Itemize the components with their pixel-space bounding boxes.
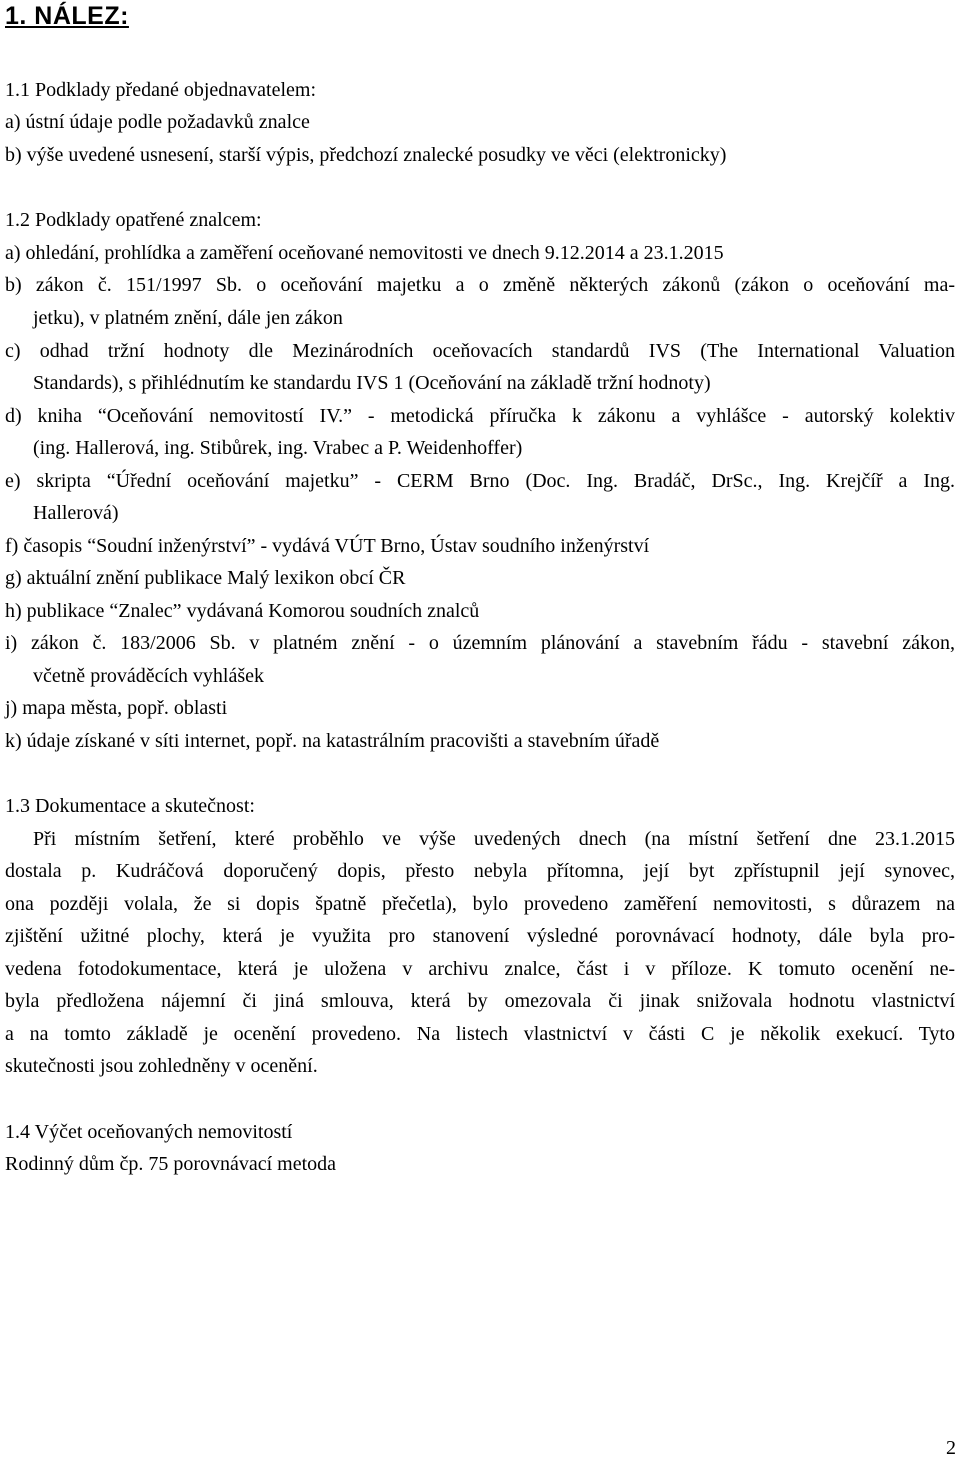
list-item: k) údaje získané v síti internet, popř. na katastrálním pracovišti a stavebním úřadě bbox=[5, 730, 660, 752]
paragraph-line: zjištění užitné plochy, která je využita pro stanovení výsledné porovnávací hodnoty, dále byla pro- bbox=[5, 925, 955, 947]
list-item-continuation: Standards), s přihlédnutím ke standardu IVS 1 (Oceňování na základě tržní hodnoty) bbox=[33, 372, 711, 394]
list-item: a) ohledání, prohlídka a zaměření oceňované nemovitosti ve dnech 9.12.2014 a 23.1.2015 bbox=[5, 242, 724, 264]
list-item: b) výše uvedené usnesení, starší výpis, předchozí znalecké posudky ve věci (elektronicky) bbox=[5, 144, 727, 166]
subsection-title-1-1: 1.1 Podklady předané objednavatelem: bbox=[5, 79, 317, 101]
list-item-continuation: (ing. Hallerová, ing. Stibůrek, ing. Vrabec a P. Weidenhoffer) bbox=[33, 437, 523, 459]
list-item-continuation: Hallerová) bbox=[33, 502, 119, 524]
list-item: c) odhad tržní hodnoty dle Mezinárodních oceňovacích standardů IVS (The International Valuation bbox=[5, 340, 955, 362]
paragraph-line: vedena fotodokumentace, která je uložena v archivu znalce, část i v příloze. K tomuto ocenění ne- bbox=[5, 958, 955, 980]
list-item: i) zákon č. 183/2006 Sb. v platném znění - o územním plánování a stavebním řádu - stavební zákon, bbox=[5, 632, 955, 654]
paragraph-line: skutečnosti jsou zohledněny v ocenění. bbox=[5, 1055, 318, 1077]
list-item: a) ústní údaje podle požadavků znalce bbox=[5, 111, 310, 133]
list-item: g) aktuální znění publikace Malý lexikon obcí ČR bbox=[5, 567, 406, 589]
list-item-continuation: jetku), v platném znění, dále jen zákon bbox=[33, 307, 343, 329]
paragraph-line: dostala p. Kudráčová doporučený dopis, přesto nebyla přítomna, její byt zpřístupnil její synovec, bbox=[5, 860, 955, 882]
subsection-title-1-3: 1.3 Dokumentace a skutečnost: bbox=[5, 795, 255, 817]
list-item: b) zákon č. 151/1997 Sb. o oceňování majetku a o změně některých zákonů (zákon o oceňování ma- bbox=[5, 274, 955, 296]
property-item: Rodinný dům čp. 75 porovnávací metoda bbox=[5, 1153, 337, 1175]
list-item: e) skripta “Úřední oceňování majetku” - CERM Brno (Doc. Ing. Bradáč, DrSc., Ing. Krejčíř a Ing. bbox=[5, 470, 955, 492]
list-item: f) časopis “Soudní inženýrství” - vydává VÚT Brno, Ústav soudního inženýrství bbox=[5, 535, 650, 557]
subsection-title-1-2: 1.2 Podklady opatřené znalcem: bbox=[5, 209, 262, 231]
list-item: j) mapa města, popř. oblasti bbox=[5, 697, 228, 719]
list-item: h) publikace “Znalec” vydávaná Komorou soudních znalců bbox=[5, 600, 480, 622]
subsection-title-1-4: 1.4 Výčet oceňovaných nemovitostí bbox=[5, 1121, 293, 1143]
page-number: 2 bbox=[946, 1437, 956, 1459]
paragraph-line: byla předložena nájemní či jiná smlouva, která by omezovala či jinak snižovala hodnotu vlastnictví bbox=[5, 990, 955, 1012]
list-item-continuation: včetně prováděcích vyhlášek bbox=[33, 665, 265, 687]
section-heading: 1. NÁLEZ: bbox=[5, 2, 129, 30]
paragraph-line: ona později volala, že si dopis špatně přečetla), bylo provedeno zaměření nemovitosti, s důrazem na bbox=[5, 893, 955, 915]
paragraph-line: a na tomto základě je ocenění provedeno. Na listech vlastnictví v části C je několik exekucí. Tyto bbox=[5, 1023, 955, 1045]
list-item: d) kniha “Oceňování nemovitostí IV.” - metodická příručka k zákonu a vyhlášce - autorský kolektiv bbox=[5, 405, 955, 427]
paragraph-line: Při místním šetření, které proběhlo ve výše uvedených dnech (na místní šetření dne 23.1.2015 bbox=[33, 828, 955, 850]
